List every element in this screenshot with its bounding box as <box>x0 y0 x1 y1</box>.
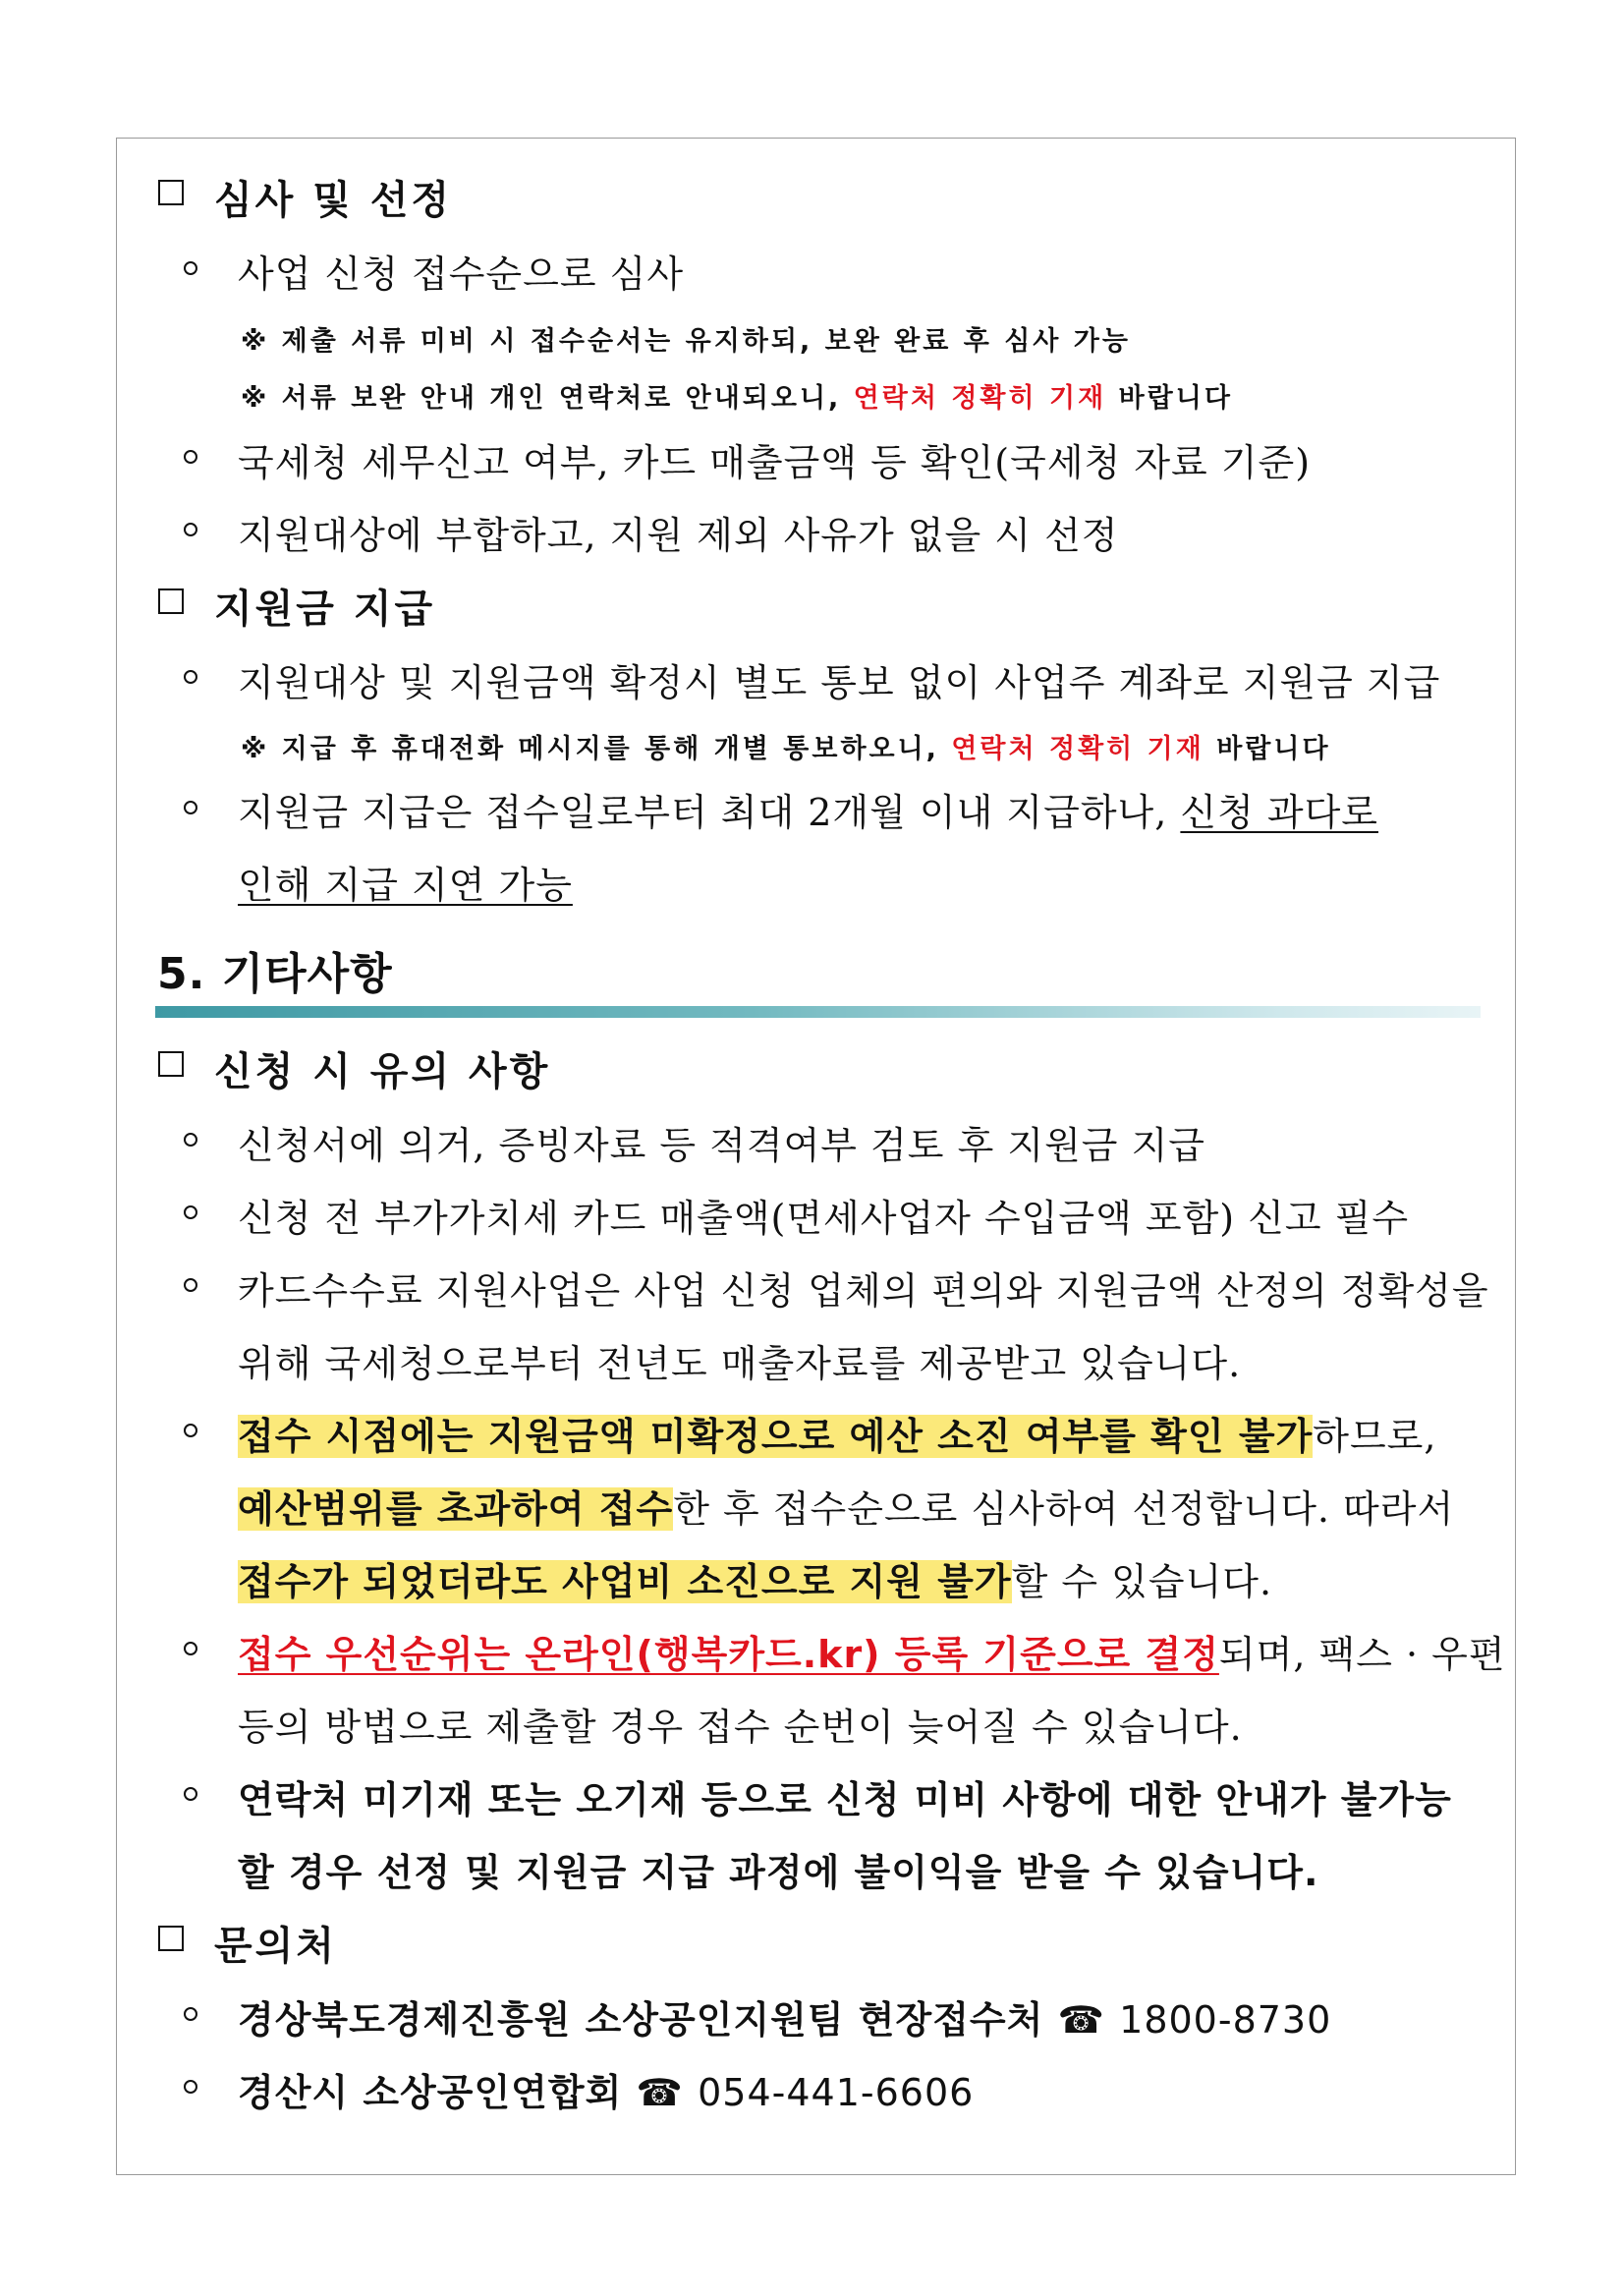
review-note-2-text: ※ 서류 보완 안내 개인 연락처로 안내되오니, <box>241 383 854 414</box>
bullet-icon <box>184 523 197 536</box>
caution-item-5-text: 되며, 팩스 · 우편 <box>1218 1633 1506 1676</box>
caution-item-4 <box>238 1406 1436 1460</box>
contact-1-phone: 1800-8730 <box>1119 1998 1332 2042</box>
review-note-2-emphasis: 연락처 정확히 기재 <box>853 383 1107 414</box>
caution-item-4-text-2: 한 후 접수순으로 심사하여 선정합니다. 따라서 <box>673 1487 1455 1531</box>
phone-icon: ☎ <box>1057 1998 1105 2042</box>
review-item-1: 사업 신청 접수순으로 심사 <box>238 252 685 296</box>
caution-item-4-text-3: 할 수 있습니다. <box>1011 1560 1273 1603</box>
contact-2-phone: 054-441-6606 <box>698 2071 975 2114</box>
contact-item-2 <box>238 2062 974 2116</box>
bullet-icon <box>184 1787 197 1801</box>
bullet-icon <box>184 1205 197 1219</box>
bullet-icon <box>184 261 197 275</box>
caution-item-2: 신청 전 부가가치세 카드 매출액(면세사업자 수입금액 포함) 신고 필수 <box>238 1197 1410 1240</box>
contact-heading: 문의처 <box>214 1924 337 1969</box>
bullet-icon <box>184 1642 197 1655</box>
caution-item-4-highlight-1: 접수 시점에는 지원금액 미확정으로 예산 소진 여부를 확인 불가 <box>238 1415 1314 1458</box>
bullet-icon <box>184 1424 197 1437</box>
payment-item-2 <box>238 782 1378 836</box>
contact-item-1 <box>238 1989 1331 2044</box>
bullet-icon <box>184 2007 197 2021</box>
payment-note-1-tail: 바랍니다 <box>1204 734 1331 764</box>
caution-item-3: 카드수수료 지원사업은 사업 신청 업체의 편의와 지원금액 산정의 정확성을 <box>238 1269 1489 1313</box>
contact-1-name: 경상북도경제진흥원 소상공인지원팀 현장접수처 <box>238 1998 1044 2042</box>
payment-item-2-underline-cont: 인해 지급 지연 가능 <box>238 864 573 907</box>
payment-note-1 <box>241 727 1331 765</box>
caution-item-4-highlight-2: 예산범위를 초과하여 접수 <box>238 1487 674 1531</box>
caution-item-5-emphasis: 접수 우선순위는 온라인(행복카드.kr) 등록 기준으로 결정 <box>238 1633 1219 1676</box>
bullet-icon <box>184 670 197 684</box>
section-checkbox-icon <box>158 180 184 205</box>
caution-item-4-cont-1 <box>238 1479 1454 1533</box>
review-note-2-tail: 바랍니다 <box>1106 383 1233 414</box>
bullet-icon <box>184 1133 197 1147</box>
payment-note-1-text: ※ 지급 후 휴대전화 메시지를 통해 개별 통보하오니, <box>241 734 952 764</box>
review-item-2: 국세청 세무신고 여부, 카드 매출금액 등 확인(국세청 자료 기준) <box>238 441 1312 484</box>
section-5-rule <box>155 1006 1481 1018</box>
caution-item-6: 연락처 미기재 또는 오기재 등으로 신청 미비 사항에 대한 안내가 불가능 <box>238 1778 1452 1821</box>
review-item-3: 지원대상에 부합하고, 지원 제외 사유가 없을 시 선정 <box>238 514 1119 557</box>
caution-heading: 신청 시 유의 사항 <box>214 1049 551 1094</box>
section-checkbox-icon <box>158 588 184 614</box>
payment-note-1-emphasis: 연락처 정확히 기재 <box>951 734 1204 764</box>
caution-item-5-cont: 등의 방법으로 제출할 경우 접수 순번이 늦어질 수 있습니다. <box>238 1706 1243 1749</box>
bullet-icon <box>184 450 197 464</box>
payment-item-1: 지원대상 및 지원금액 확정시 별도 통보 없이 사업주 계좌로 지원금 지급 <box>238 661 1441 704</box>
payment-heading: 지원금 지급 <box>214 587 436 632</box>
phone-icon: ☎ <box>636 2071 684 2114</box>
section-5-title: 5. 기타사항 <box>157 949 393 999</box>
caution-item-4-highlight-3: 접수가 되었더라도 사업비 소진으로 지원 불가 <box>238 1560 1012 1603</box>
review-note-1: ※ 제출 서류 미비 시 접수순서는 유지하되, 보완 완료 후 심사 가능 <box>241 326 1131 357</box>
section-checkbox-icon <box>158 1926 184 1951</box>
caution-item-5 <box>238 1624 1506 1678</box>
review-note-2 <box>241 376 1233 415</box>
bullet-icon <box>184 801 197 814</box>
bullet-icon <box>184 2080 197 2094</box>
contact-2-name: 경산시 소상공인연합회 <box>238 2071 623 2114</box>
caution-item-4-cont-2 <box>238 1551 1272 1605</box>
payment-item-2-text: 지원금 지급은 접수일로부터 최대 2개월 이내 지급하나, <box>238 791 1181 834</box>
section-checkbox-icon <box>158 1051 184 1077</box>
caution-item-6-cont: 할 경우 선정 및 지원금 지급 과정에 불이익을 받을 수 있습니다. <box>238 1851 1319 1894</box>
caution-item-4-text-1: 하므로, <box>1313 1415 1437 1458</box>
caution-item-1: 신청서에 의거, 증빙자료 등 적격여부 검토 후 지원금 지급 <box>238 1124 1205 1167</box>
payment-item-2-cont <box>238 855 573 909</box>
bullet-icon <box>184 1278 197 1292</box>
review-heading: 심사 및 선정 <box>214 178 453 223</box>
caution-item-3-cont: 위해 국세청으로부터 전년도 매출자료를 제공받고 있습니다. <box>238 1342 1242 1385</box>
payment-item-2-underline: 신청 과다로 <box>1180 791 1379 834</box>
